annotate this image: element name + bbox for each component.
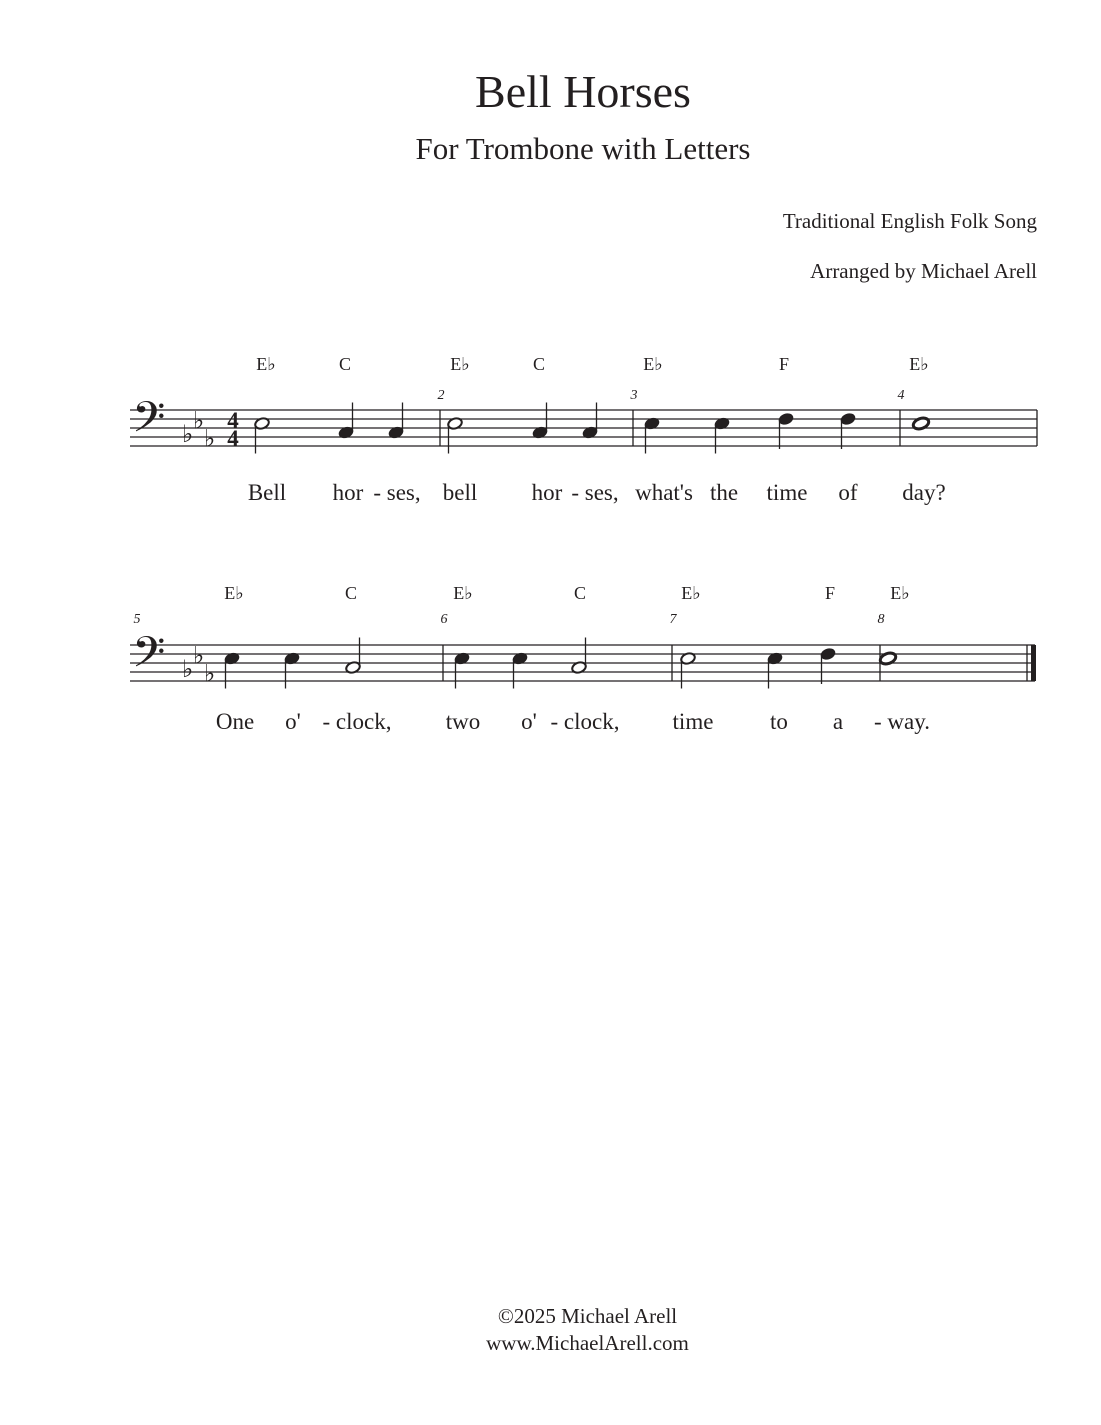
chord-symbol: E♭ <box>890 583 910 603</box>
bass-clef-icon: 𝄢 <box>132 630 166 687</box>
song-title: Bell Horses <box>475 66 691 117</box>
quarter-note <box>778 412 794 426</box>
lyric-syllable: - ses, <box>571 480 619 505</box>
measure-number: 2 <box>437 388 445 403</box>
lyric-syllable: hor <box>332 480 364 505</box>
chord-symbol: E♭ <box>681 583 701 603</box>
lyric-syllable: - clock, <box>550 709 620 734</box>
flat-icon: ♭ <box>182 422 194 448</box>
final-barline <box>1031 645 1036 681</box>
staff-system-2 <box>130 630 1036 689</box>
song-subtitle: For Trombone with Letters <box>415 131 751 166</box>
copyright-notice: ©2025 Michael Arell <box>497 1304 678 1328</box>
chord-symbol: E♭ <box>224 583 244 603</box>
chord-symbol: F <box>824 583 836 603</box>
quarter-note <box>820 647 836 661</box>
time-signature-bottom: 4 <box>227 426 239 451</box>
lyric-syllable: time <box>672 709 714 734</box>
chord-symbol: E♭ <box>643 354 663 374</box>
time-signature-top: 4 <box>227 408 239 433</box>
chord-symbol: E♭ <box>450 354 470 374</box>
lyric-syllable: hor <box>531 480 563 505</box>
chord-symbol: F <box>778 354 790 374</box>
flat-icon: ♭ <box>193 643 205 670</box>
lyric-syllable: - ses, <box>373 480 421 505</box>
chord-symbol: C <box>338 354 352 374</box>
lyric-syllable: time <box>766 480 808 505</box>
arranger-credit: Arranged by Michael Arell <box>810 259 1037 283</box>
lyric-syllable: two <box>445 709 481 734</box>
lyric-syllable: a <box>832 709 844 734</box>
measure-number: 7 <box>669 612 677 627</box>
lyric-syllable: what's <box>635 480 693 505</box>
lyric-syllable: of <box>838 480 858 505</box>
lyric-syllable: One <box>215 709 255 734</box>
quarter-note <box>840 412 856 426</box>
chord-symbol: C <box>532 354 546 374</box>
lyric-syllable: o' <box>285 709 301 734</box>
flat-icon: ♭ <box>182 657 194 683</box>
lyric-syllable: the <box>709 480 739 505</box>
lyric-syllable: o' <box>521 709 537 734</box>
chord-symbol: E♭ <box>909 354 929 374</box>
lyric-syllable: Bell <box>247 480 287 505</box>
flat-icon: ♭ <box>193 408 205 435</box>
composer-credit: Traditional English Folk Song <box>782 209 1037 233</box>
measure-number: 5 <box>133 612 141 627</box>
flat-icon: ♭ <box>204 426 216 453</box>
lyric-syllable: - clock, <box>322 709 392 734</box>
staff-system-1 <box>130 395 1037 454</box>
lyric-syllable: to <box>770 709 788 734</box>
lyric-syllable: bell <box>442 480 478 505</box>
measure-number: 6 <box>440 612 448 627</box>
measure-number: 8 <box>877 612 885 627</box>
website-link[interactable]: www.MichaelArell.com <box>486 1331 689 1355</box>
whole-note <box>912 416 930 431</box>
lyric-syllable: - way. <box>874 709 930 734</box>
lyric-syllable: day? <box>902 480 946 505</box>
chord-symbol: C <box>573 583 587 603</box>
measure-number: 4 <box>897 388 905 403</box>
whole-note <box>879 651 897 666</box>
measure-number: 3 <box>630 388 638 403</box>
chord-symbol: C <box>344 583 358 603</box>
flat-icon: ♭ <box>204 661 216 688</box>
bass-clef-icon: 𝄢 <box>132 395 166 452</box>
chord-symbol: E♭ <box>453 583 473 603</box>
chord-symbol: E♭ <box>256 354 276 374</box>
